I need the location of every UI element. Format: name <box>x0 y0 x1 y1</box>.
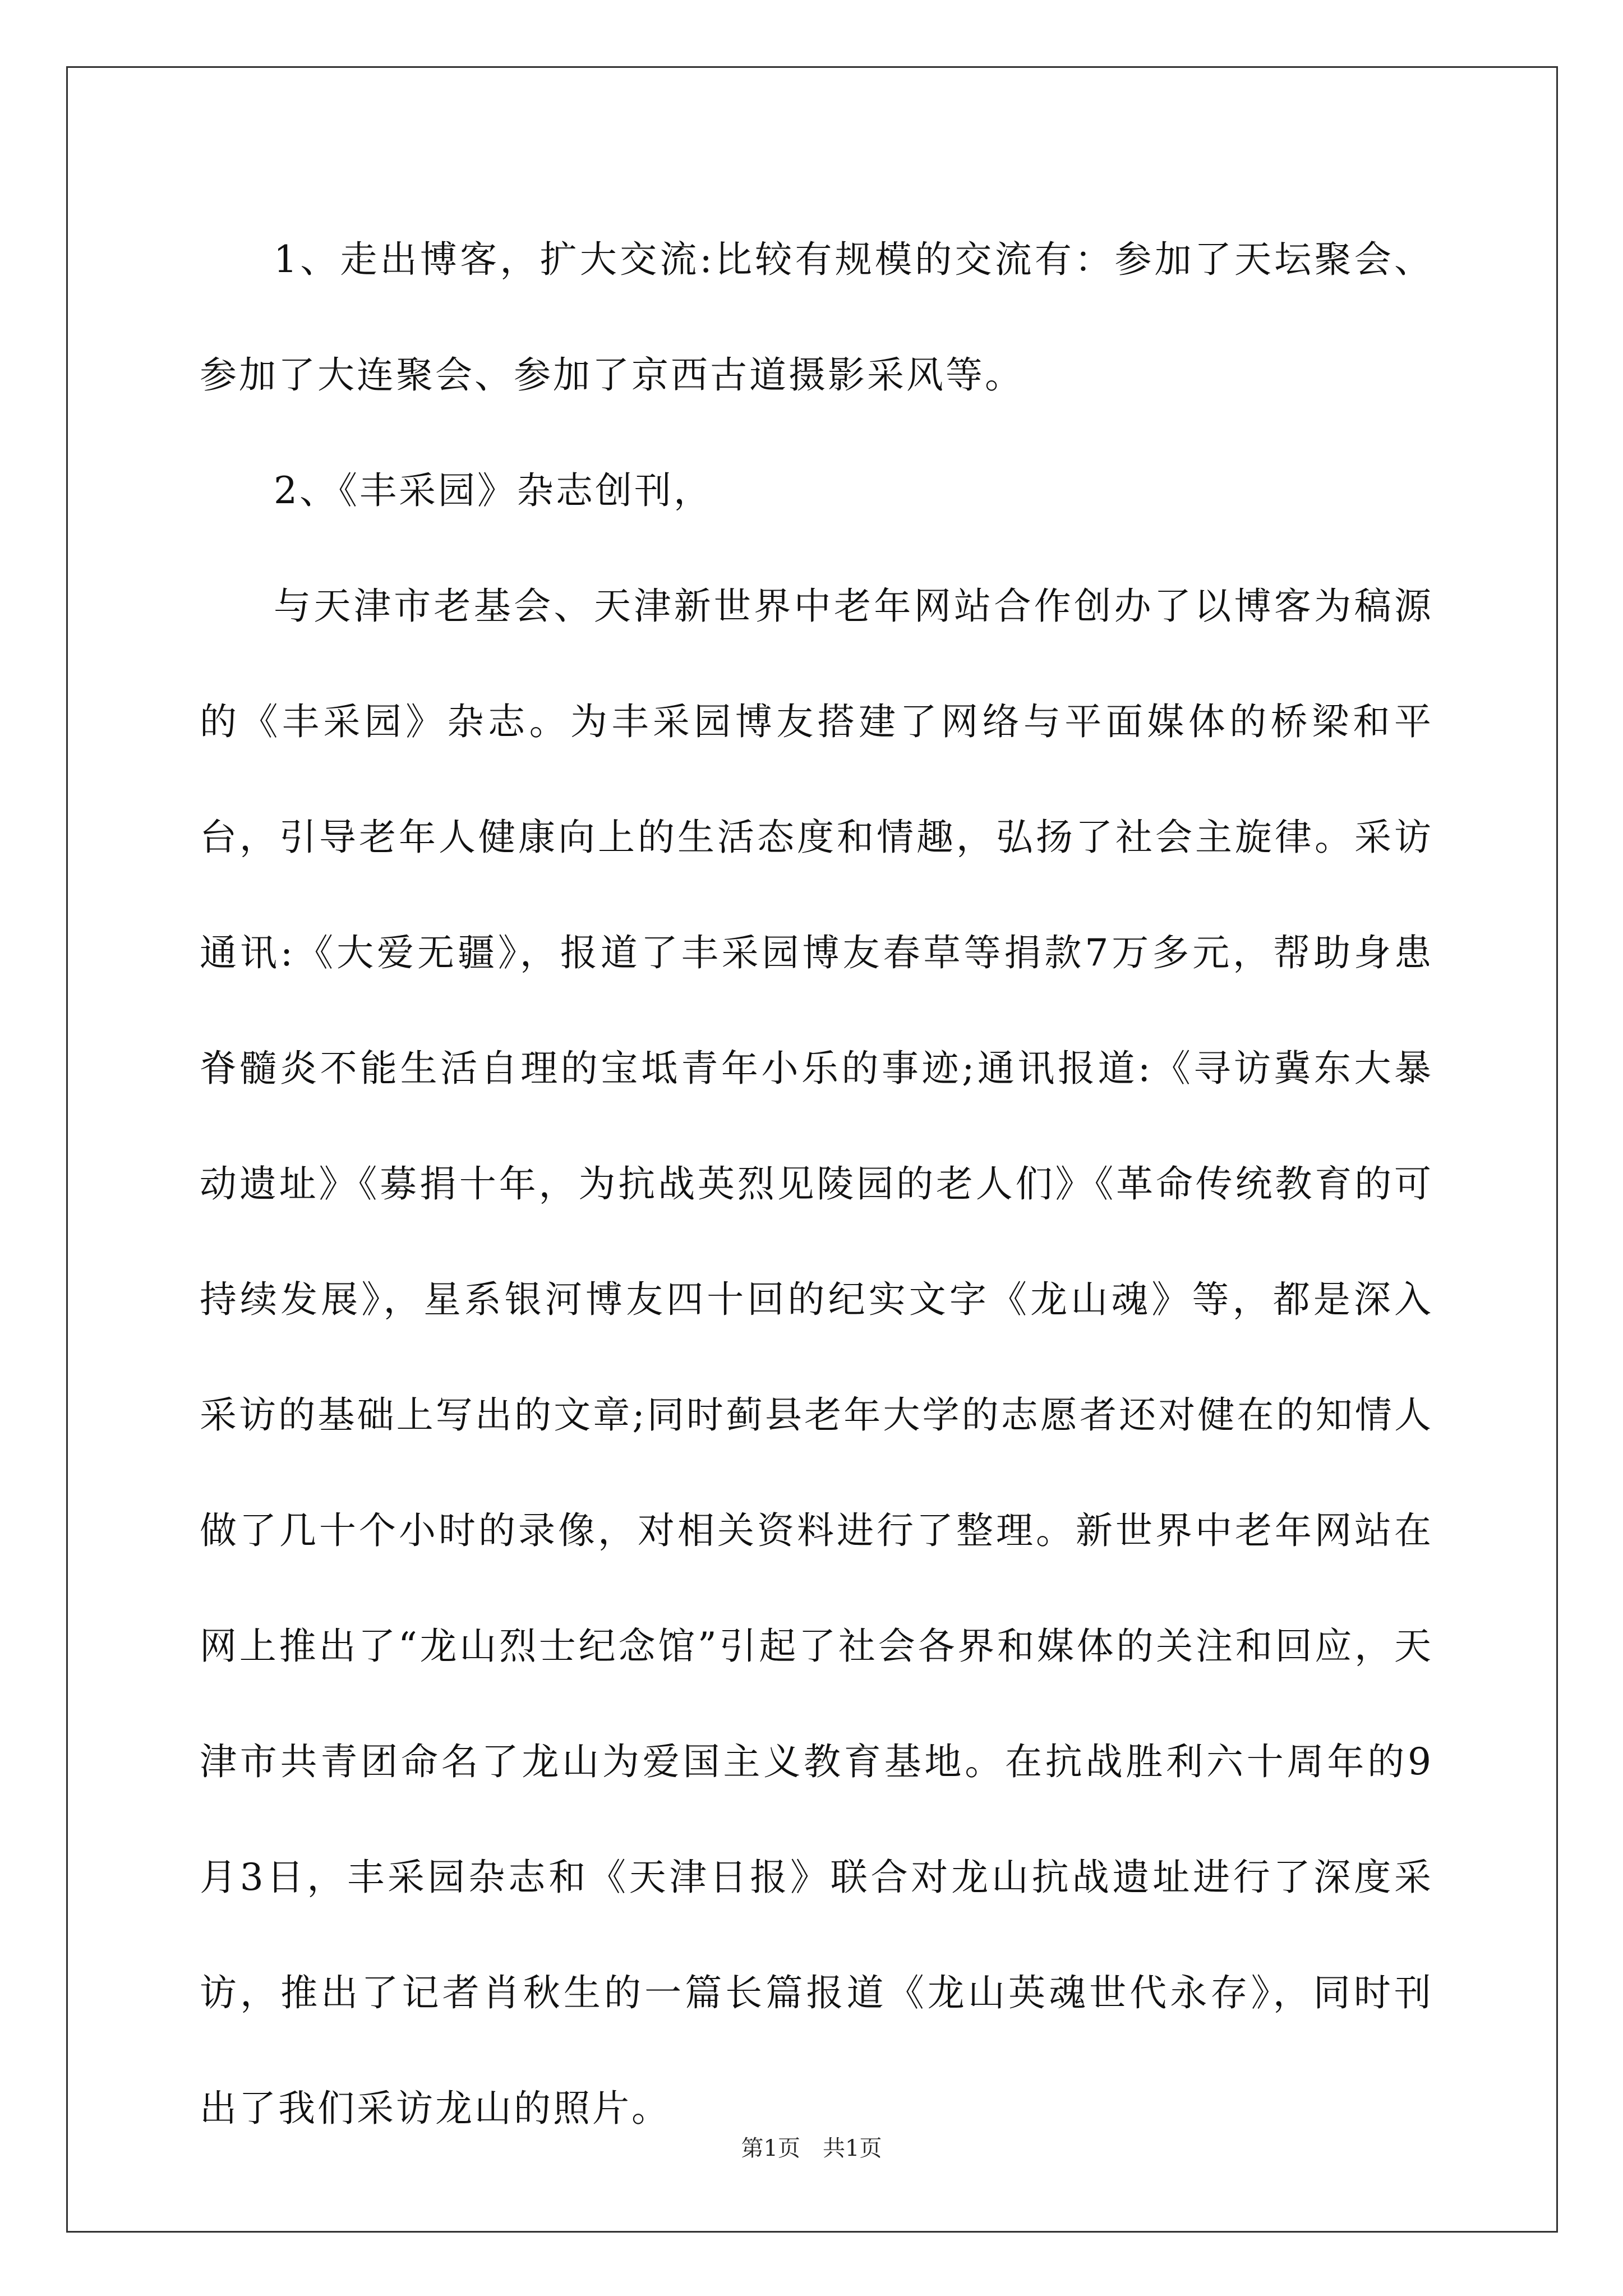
paragraph-exchange: 1、走出博客，扩大交流:比较有规模的交流有：参加了天坛聚会、参加了大连聚会、参加了京西古道摄影采风等。 <box>200 238 1433 397</box>
page-footer <box>0 2132 1623 2165</box>
paragraph-magazine-heading: 2、《丰采园》杂志创刊， <box>274 469 713 512</box>
paragraph-magazine-body: 与天津市老基会、天津新世界中老年网站合作创办了以博客为稿源的《丰采园》杂志。为丰采园博友搭建了网络与平面媒体的桥梁和平台，引导老年人健康向上的生活态度和情趣，弘扬了社会主旋律。采访通讯:《大爱无疆》，报道了丰采园博友春草等捐款7万多元，帮助身患脊髓炎不能生活自理的宝坻青年小乐的事迹;通讯报道:《寻访冀东大暴动遗址》《募捐十年，为抗战英烈见陵园的老人们》《革命传统教育的可持续发展》，星系银河博友四十回的纪实文字《龙山魂》等，都是深入采访的基础上写出的文章;同时蓟县老年大学的志愿者还对健在的知情人做了几十个小时的录像，对相关资料进行了整理。新世界中老年网站在网上推出了“龙山烈士纪念馆”引起了社会各界和媒体的关注和回应，天津市共青团命名了龙山为爱国主义教育基地。在抗战胜利六十周年的9月3日，丰采园杂志和《天津日报》联合对龙山抗战遗址进行了深度采访，推出了记者肖秋生的一篇长篇报道《龙山英魂世代永存》，同时刊出了我们采访龙山的照片。 <box>200 585 1433 2130</box>
page-number: 第1页 <box>741 2136 800 2161</box>
page-total: 共1页 <box>823 2136 882 2161</box>
document-body <box>200 202 1433 2166</box>
